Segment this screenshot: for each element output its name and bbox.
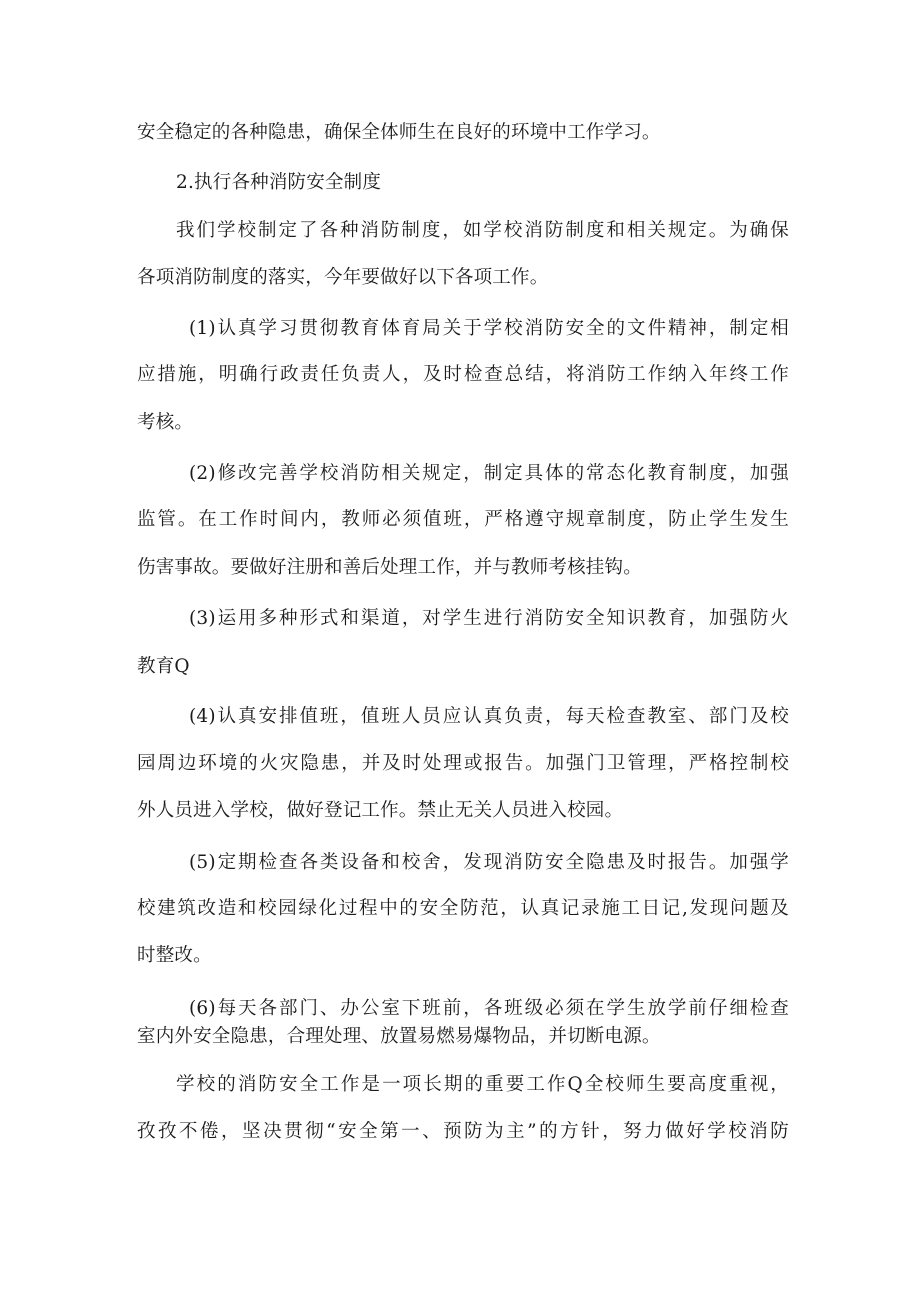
list-item-5: (5)定期检查各类设备和校舍，发现消防安全隐患及时报告。加强学 <box>189 852 789 873</box>
text-line: 室内外安全隐患，合理处理、放置易燃易爆物品，并切断电源。 <box>137 1026 661 1047</box>
text-line: 监管。在工作时间内，教师必须值班，严格遵守规章制度，防止学生发生 <box>137 509 789 530</box>
text-line: 园周边环境的火灾隐患，并及时处理或报告。加强门卫管理，严格控制校 <box>137 753 789 774</box>
text-line: 考核。 <box>137 412 194 433</box>
text-line: 伤害事故。要做好注册和善后处理工作，并与教师考核挂钩。 <box>137 557 642 578</box>
text-line: 应措施，明确行政责任负责人，及时检查总结，将消防工作纳入年终工作 <box>137 364 789 385</box>
text-line: 我们学校制定了各种消防制度，如学校消防制度和相关规定。为确保 <box>176 220 789 241</box>
list-item-3: (3)运用多种形式和渠道，对学生进行消防安全知识教育，加强防火 <box>189 608 789 629</box>
text-line: 各项消防制度的落实，今年要做好以下各项工作。 <box>137 267 549 288</box>
text-line: 学校的消防安全工作是一项长期的重要工作Q全校师生要高度重视， <box>176 1074 789 1095</box>
text-line: 校建筑改造和校园绿化过程中的安全防范，认真记录施工日记,发现问题及 <box>137 898 789 919</box>
section-heading: 2.执行各种消防安全制度 <box>176 172 382 193</box>
text-line: 外人员进入学校，做好登记工作。禁止无关人员进入校园。 <box>137 800 624 821</box>
list-item-2: (2)修改完善学校消防相关规定，制定具体的常态化教育制度，加强 <box>189 463 789 484</box>
list-item-4: (4)认真安排值班，值班人员应认真负责，每天检查教室、部门及校 <box>189 706 789 727</box>
text-line: 安全稳定的各种隐患，确保全体师生在良好的环境中工作学习。 <box>137 122 661 143</box>
text-line: 教育Q <box>137 656 190 677</box>
list-item-6: (6)每天各部门、办公室下班前，各班级必须在学生放学前仔细检查 <box>189 998 789 1019</box>
text-line: 时整改。 <box>137 945 212 966</box>
list-item-1: (1)认真学习贯彻教育体育局关于学校消防安全的文件精神，制定相 <box>189 318 789 339</box>
text-line: 孜孜不倦，坚决贯彻“安全第一、预防为主”的方针，努力做好学校消防 <box>137 1121 789 1142</box>
